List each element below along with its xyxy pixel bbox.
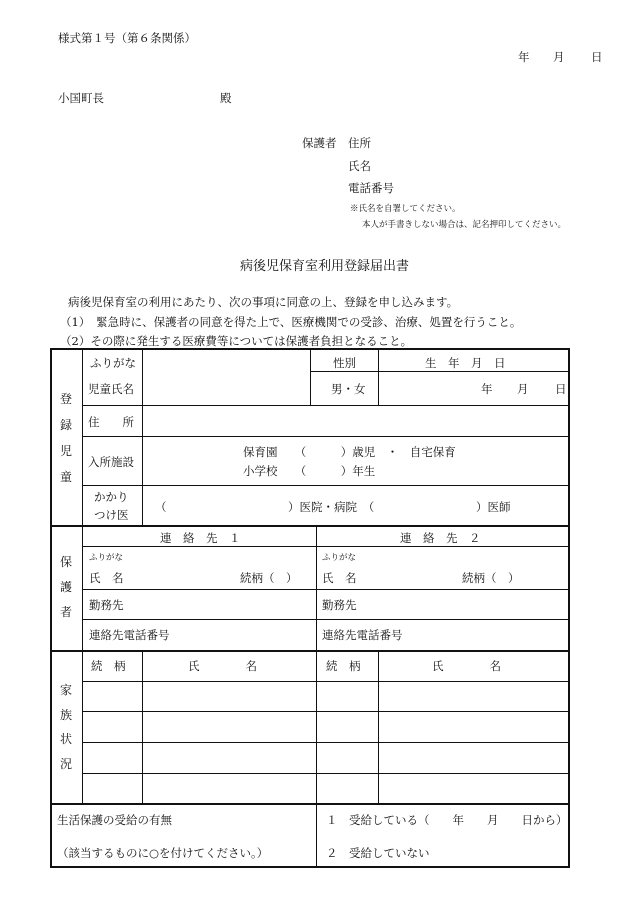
family-name-header-1: 氏 名 [188, 659, 257, 673]
family-name-header-2: 氏 名 [432, 659, 501, 673]
family-section-label: 家 族 状 況 [59, 683, 72, 771]
contact2-phone-label: 連絡先電話番号 [322, 628, 403, 642]
guardian-address-label: 住所 [348, 136, 371, 150]
facility-school-line: 小学校 （ ）年生 [243, 464, 376, 478]
contact1-work-label: 勤務先 [89, 598, 124, 612]
birthdate-label: 生 年 月 日 [425, 356, 506, 370]
address-label: 住 所 [88, 415, 134, 429]
contact2-header: 連 絡 先 ２ [400, 531, 481, 545]
guardian-name-label: 氏名 [348, 159, 371, 173]
birth-year-label: 年 [481, 382, 493, 396]
doctor-label-1: かかり [94, 490, 129, 504]
seal-note: 本人が手書きしない場合は、記名押印してください。 [362, 220, 567, 230]
honorific: 殿 [220, 91, 232, 105]
child-section-label: 登 録 児 童 [59, 392, 72, 484]
intro-text: 病後児保育室の利用にあたり、次の事項に同意の上、登録を申し込みます。 [68, 295, 459, 309]
welfare-option-not-receiving: ２ 受給していない [326, 846, 430, 860]
contact1-name-label: 氏 名 [89, 571, 124, 585]
date-month-label: 月 [553, 50, 565, 64]
contact2-name-label: 氏 名 [322, 571, 357, 585]
contact1-phone-label: 連絡先電話番号 [89, 628, 170, 642]
welfare-instruction: （該当するものに○を付けてください。） [57, 846, 269, 860]
guardian-label: 保護者 [302, 136, 337, 150]
contact2-work-label: 勤務先 [322, 598, 357, 612]
consent-item-1: （1） 緊急時に、保護者の同意を得た上で、医療機関での受診、治療、処置を行うこと。 [60, 315, 522, 329]
doctor-physician-label: ）医師 [476, 500, 511, 514]
birth-month-label: 月 [517, 382, 529, 396]
form-number: 様式第１号（第６条関係） [58, 31, 196, 45]
doctor-open-paren: （ [155, 500, 167, 514]
doctor-hospital-label: ）医院・病院 （ [288, 500, 375, 514]
contact1-furigana: ふりがな [89, 553, 124, 563]
date-year-label: 年 [518, 50, 530, 64]
welfare-label: 生活保護の受給の有無 [57, 813, 172, 827]
contact1-header: 連 絡 先 １ [160, 531, 241, 545]
facility-nursery-line: 保育園 （ ）歳児 ・ 自宅保育 [243, 445, 456, 459]
signature-note: ※氏名を自署してください。 [350, 204, 461, 214]
family-relation-header-2: 続 柄 [326, 659, 361, 673]
sex-value: 男・女 [331, 382, 366, 396]
child-furigana-label: ふりがな [90, 356, 136, 370]
consent-item-2: （2）その際に発生する医療費等については保護者負担となること。 [60, 334, 413, 348]
contact2-furigana: ふりがな [322, 553, 357, 563]
contact2-relation-label: 続柄（ ） [462, 571, 520, 585]
doctor-label-2: つけ医 [94, 508, 129, 522]
guardian-section-label: 保 護 者 [59, 555, 72, 619]
sex-label: 性別 [333, 356, 356, 370]
family-relation-header-1: 続 柄 [91, 659, 126, 673]
birth-day-label: 日 [555, 382, 567, 396]
contact1-relation-label: 続柄（ ） [240, 571, 298, 585]
page-title: 病後児保育室利用登録届出書 [240, 259, 410, 274]
addressee: 小国町長 [58, 91, 104, 105]
child-name-label: 児童氏名 [88, 382, 134, 396]
facility-label: 入所施設 [88, 455, 134, 469]
guardian-phone-label: 電話番号 [348, 181, 394, 195]
date-day-label: 日 [591, 50, 603, 64]
welfare-option-receiving: １ 受給している（ 年 月 日から） [326, 813, 568, 827]
